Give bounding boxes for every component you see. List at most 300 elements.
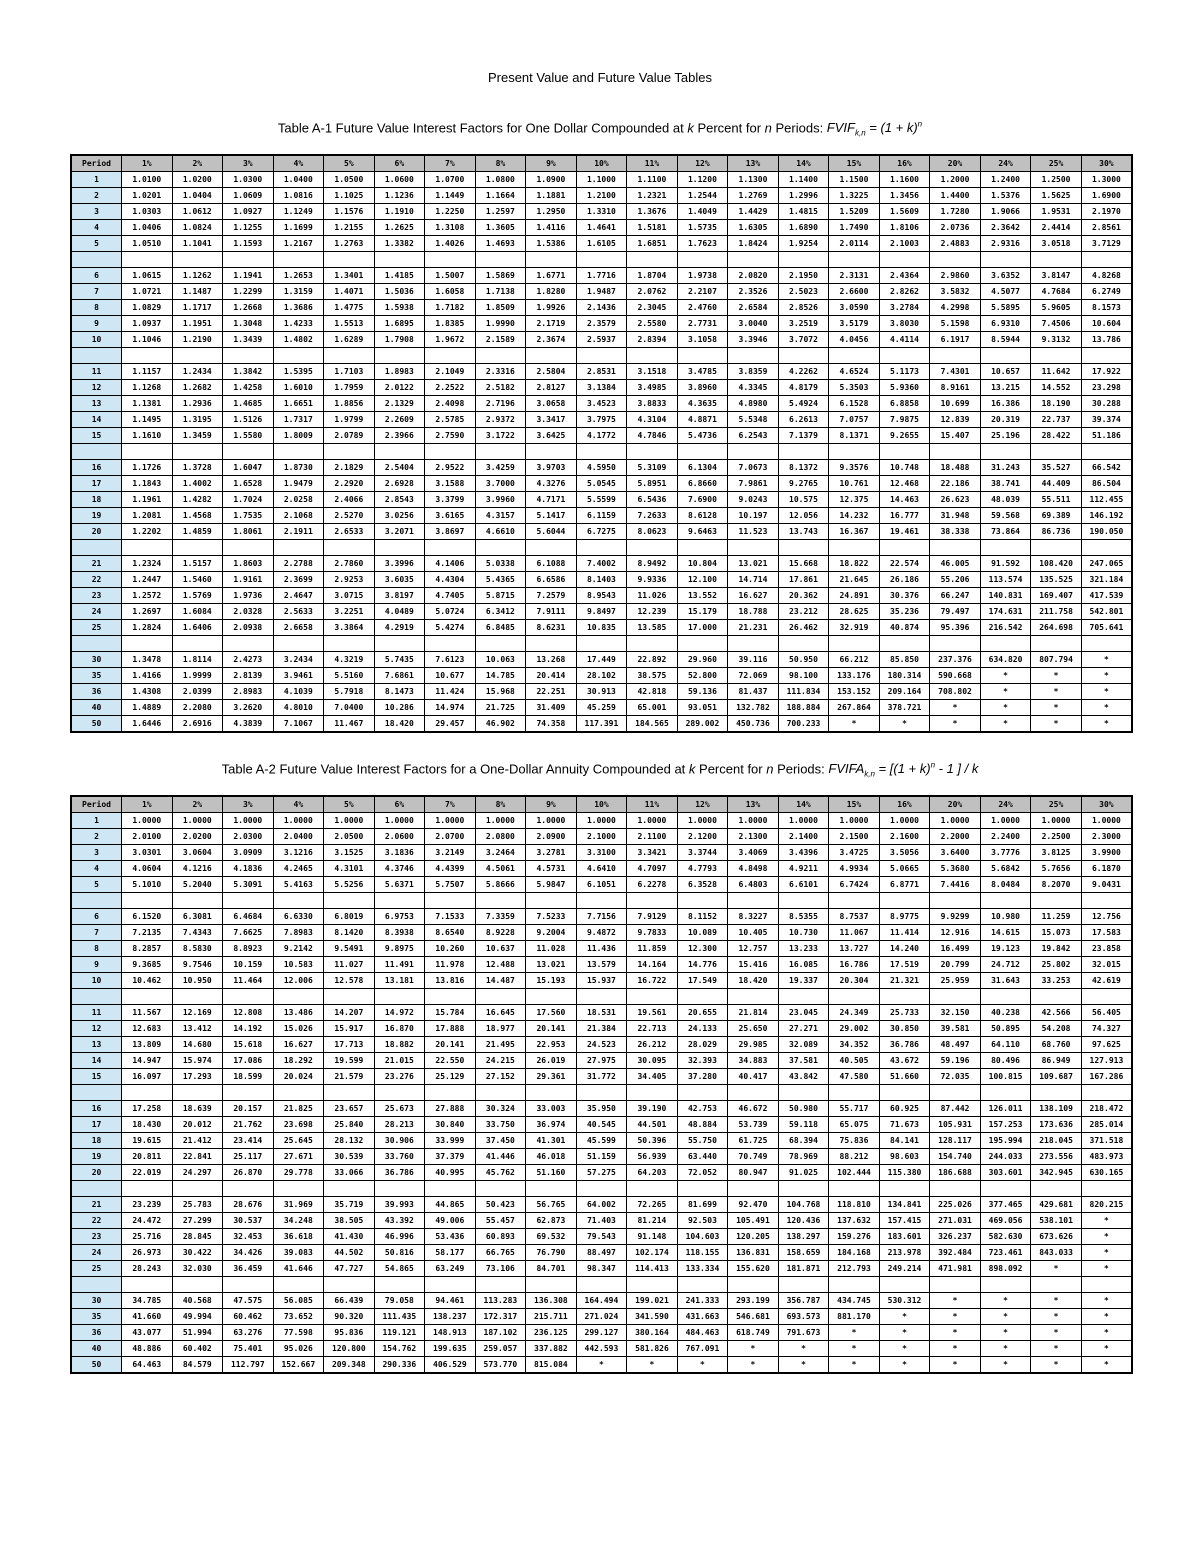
factor-cell: 1.2625 [374, 220, 425, 236]
factor-cell: 77.598 [273, 1325, 324, 1341]
factor-cell: 80.496 [980, 1053, 1031, 1069]
factor-cell: 3.3996 [374, 556, 425, 572]
factor-cell: 25.673 [374, 1101, 425, 1117]
factor-cell: 199.021 [627, 1293, 678, 1309]
factor-cell: 43.077 [122, 1325, 173, 1341]
table-row [71, 524, 1132, 540]
factor-cell: 6.2543 [728, 428, 779, 444]
factor-cell: * [1081, 1309, 1132, 1325]
factor-cell: 70.749 [728, 1149, 779, 1165]
period-cell: 11 [71, 1005, 122, 1021]
factor-cell [728, 348, 779, 364]
factor-cell: 6.6330 [273, 909, 324, 925]
factor-cell: 1.0406 [122, 220, 173, 236]
factor-cell: 4.3635 [677, 396, 728, 412]
factor-cell: 9.2655 [879, 428, 930, 444]
factor-cell: 47.575 [223, 1293, 274, 1309]
factor-cell: 59.568 [980, 508, 1031, 524]
factor-cell: 75.836 [829, 1133, 880, 1149]
factor-cell: 2.4414 [1031, 220, 1082, 236]
factor-cell: 4.1039 [273, 684, 324, 700]
factor-cell: 7.8983 [273, 925, 324, 941]
factor-cell: 1.2434 [172, 364, 223, 380]
factor-cell [677, 444, 728, 460]
factor-cell: 5.3503 [829, 380, 880, 396]
factor-cell: 48.497 [930, 1037, 981, 1053]
factor-cell: 807.794 [1031, 652, 1082, 668]
factor-cell: * [930, 700, 981, 716]
rate-header: 8% [475, 155, 526, 172]
factor-cell [122, 989, 173, 1005]
factor-cell: 14.463 [879, 492, 930, 508]
factor-cell: 9.2142 [273, 941, 324, 957]
factor-cell: 98.347 [576, 1261, 627, 1277]
factor-cell: 1.4049 [677, 204, 728, 220]
factor-cell [475, 1277, 526, 1293]
factor-cell [576, 348, 627, 364]
factor-cell: 184.168 [829, 1245, 880, 1261]
factor-cell: 14.232 [829, 508, 880, 524]
factor-cell: 16.097 [122, 1069, 173, 1085]
factor-cell: 1.2447 [122, 572, 173, 588]
factor-cell: 25.129 [425, 1069, 476, 1085]
factor-cell: * [1031, 684, 1082, 700]
factor-cell: 30.422 [172, 1245, 223, 1261]
factor-cell: 14.714 [728, 572, 779, 588]
factor-cell [879, 1181, 930, 1197]
period-cell: 10 [71, 332, 122, 348]
factor-cell: 36.618 [273, 1229, 324, 1245]
factor-cell [526, 989, 577, 1005]
period-cell: 16 [71, 460, 122, 476]
factor-cell: 136.831 [728, 1245, 779, 1261]
factor-cell: 1.9531 [1031, 204, 1082, 220]
factor-cell: 1.6528 [223, 476, 274, 492]
factor-cell: 7.4416 [930, 877, 981, 893]
factor-cell: 1.0900 [526, 172, 577, 188]
factor-cell: 2.9316 [980, 236, 1031, 252]
factor-cell: 1.2000 [930, 172, 981, 188]
factor-cell: 92.470 [728, 1197, 779, 1213]
factor-cell: 45.599 [576, 1133, 627, 1149]
factor-cell: 377.465 [980, 1197, 1031, 1213]
factor-cell [374, 444, 425, 460]
factor-cell: 51.186 [1081, 428, 1132, 444]
factor-cell: 10.583 [273, 957, 324, 973]
factor-cell [526, 348, 577, 364]
factor-cell: 1.7716 [576, 268, 627, 284]
factor-cell [879, 989, 930, 1005]
factor-cell: 1.1157 [122, 364, 173, 380]
factor-cell: 30.288 [1081, 396, 1132, 412]
factor-cell: 6.1528 [829, 396, 880, 412]
factor-cell: 30.850 [879, 1021, 930, 1037]
factor-cell [930, 444, 981, 460]
factor-cell: 7.3359 [475, 909, 526, 925]
rate-header: 1% [122, 796, 173, 813]
period-cell: 8 [71, 941, 122, 957]
factor-cell: 154.762 [374, 1341, 425, 1357]
factor-cell: 1.2400 [980, 172, 1031, 188]
factor-cell: 15.073 [1031, 925, 1082, 941]
table-header-row [71, 155, 1132, 172]
factor-cell: 9.2765 [778, 476, 829, 492]
factor-cell: 1.3842 [223, 364, 274, 380]
factor-cell: 1.0000 [1081, 813, 1132, 829]
factor-cell: 36.459 [223, 1261, 274, 1277]
factor-cell: 7.9861 [728, 476, 779, 492]
factor-cell: 19.615 [122, 1133, 173, 1149]
factor-cell: 1.1576 [324, 204, 375, 220]
factor-cell: 133.176 [829, 668, 880, 684]
factor-cell: 104.603 [677, 1229, 728, 1245]
factor-cell: 4.3839 [223, 716, 274, 733]
factor-cell: 213.978 [879, 1245, 930, 1261]
factor-cell [172, 252, 223, 268]
factor-cell: 1.8114 [172, 652, 223, 668]
rate-header: 2% [172, 796, 223, 813]
period-cell: 25 [71, 620, 122, 636]
factor-cell: 431.663 [677, 1309, 728, 1325]
factor-cell: 104.768 [778, 1197, 829, 1213]
factor-cell: 13.021 [728, 556, 779, 572]
factor-cell: 188.884 [778, 700, 829, 716]
factor-cell: 7.6625 [223, 925, 274, 941]
formula-name: FVIF [826, 120, 855, 136]
factor-cell: 10.699 [930, 396, 981, 412]
factor-cell: 9.9299 [930, 909, 981, 925]
factor-cell: 7.2579 [526, 588, 577, 604]
factor-cell: 1.4815 [778, 204, 829, 220]
factor-cell: 9.0243 [728, 492, 779, 508]
factor-cell [930, 348, 981, 364]
factor-cell: 34.352 [829, 1037, 880, 1053]
factor-cell: 3.3799 [425, 492, 476, 508]
factor-cell: 6.5436 [627, 492, 678, 508]
factor-cell: 1.0000 [627, 813, 678, 829]
factor-cell: 791.673 [778, 1325, 829, 1341]
factor-cell: 1.2996 [778, 188, 829, 204]
factor-cell: 94.461 [425, 1293, 476, 1309]
factor-cell: 31.948 [930, 508, 981, 524]
factor-cell [526, 1181, 577, 1197]
factor-cell: 484.463 [677, 1325, 728, 1341]
factor-cell: 20.141 [526, 1021, 577, 1037]
factor-cell: 212.793 [829, 1261, 880, 1277]
factor-cell: 1.0000 [778, 813, 829, 829]
rate-header: 7% [425, 155, 476, 172]
period-cell: 3 [71, 845, 122, 861]
factor-cell: 93.051 [677, 700, 728, 716]
factor-cell: 3.1518 [627, 364, 678, 380]
factor-cell [1081, 1085, 1132, 1101]
factor-cell: 293.199 [728, 1293, 779, 1309]
factor-cell: 429.681 [1031, 1197, 1082, 1213]
period-cell: 19 [71, 508, 122, 524]
factor-cell: 2.3579 [576, 316, 627, 332]
formula-superscript: n [930, 761, 936, 770]
factor-cell [475, 636, 526, 652]
factor-cell: 1.4116 [526, 220, 577, 236]
factor-cell: 22.953 [526, 1037, 577, 1053]
spacer-row [71, 1181, 1132, 1197]
table-row [71, 1021, 1132, 1037]
factor-cell: 36.974 [526, 1117, 577, 1133]
period-header: Period [71, 155, 122, 172]
table-row [71, 236, 1132, 252]
factor-cell [576, 893, 627, 909]
factor-cell: 17.086 [223, 1053, 274, 1069]
factor-cell [627, 636, 678, 652]
factor-cell: 64.203 [627, 1165, 678, 1181]
factor-cell: 7.0757 [829, 412, 880, 428]
factor-cell: 1.5395 [273, 364, 324, 380]
factor-cell: 113.574 [980, 572, 1031, 588]
factor-cell [677, 893, 728, 909]
factor-cell: 21.231 [728, 620, 779, 636]
factor-cell: 102.174 [627, 1245, 678, 1261]
factor-cell: 5.5160 [324, 668, 375, 684]
factor-cell: 3.2251 [324, 604, 375, 620]
factor-cell: 1.0000 [980, 813, 1031, 829]
factor-cell: 97.625 [1081, 1037, 1132, 1053]
factor-cell: 1.0000 [728, 813, 779, 829]
factor-cell [273, 636, 324, 652]
factor-cell [475, 1181, 526, 1197]
factor-cell [930, 893, 981, 909]
spacer-row [71, 989, 1132, 1005]
factor-cell: 2.0200 [172, 829, 223, 845]
factor-cell: 3.7000 [475, 476, 526, 492]
factor-cell: * [1031, 1357, 1082, 1374]
factor-cell: 16.777 [879, 508, 930, 524]
factor-cell: 4.0489 [374, 604, 425, 620]
factor-cell: 181.871 [778, 1261, 829, 1277]
factor-cell: 6.3528 [677, 877, 728, 893]
factor-cell: 115.380 [879, 1165, 930, 1181]
factor-cell: 1.1100 [627, 172, 678, 188]
factor-cell: 237.376 [930, 652, 981, 668]
period-cell [71, 540, 122, 556]
factor-cell: 20.157 [223, 1101, 274, 1117]
factor-cell: 14.785 [475, 668, 526, 684]
factor-cell: 15.968 [475, 684, 526, 700]
caption-k: k [687, 120, 694, 136]
factor-cell: 7.6123 [425, 652, 476, 668]
factor-cell: 23.276 [374, 1069, 425, 1085]
factor-cell: 65.075 [829, 1117, 880, 1133]
factor-cell [425, 540, 476, 556]
period-cell: 36 [71, 684, 122, 700]
rate-header: 5% [324, 796, 375, 813]
factor-cell: 33.003 [526, 1101, 577, 1117]
factor-cell [374, 989, 425, 1005]
factor-cell [425, 444, 476, 460]
factor-cell: 1.0000 [374, 813, 425, 829]
period-cell: 19 [71, 1149, 122, 1165]
factor-cell: 6.2278 [627, 877, 678, 893]
factor-cell: 23.698 [273, 1117, 324, 1133]
factor-cell: 2.2400 [980, 829, 1031, 845]
factor-cell: 28.132 [324, 1133, 375, 1149]
factor-cell: 159.276 [829, 1229, 880, 1245]
factor-cell: 167.286 [1081, 1069, 1132, 1085]
factor-cell: 3.0256 [374, 508, 425, 524]
caption-periods: Periods: [773, 761, 829, 777]
table-row [71, 1037, 1132, 1053]
factor-cell [1081, 1277, 1132, 1293]
table-row [71, 1117, 1132, 1133]
factor-cell: 73.106 [475, 1261, 526, 1277]
rate-header: 13% [728, 796, 779, 813]
factor-cell: 173.636 [1031, 1117, 1082, 1133]
factor-cell: 767.091 [677, 1341, 728, 1357]
period-cell [71, 252, 122, 268]
period-cell: 50 [71, 1357, 122, 1374]
factor-cell [829, 893, 880, 909]
factor-cell: 64.002 [576, 1197, 627, 1213]
factor-cell: 33.750 [475, 1117, 526, 1133]
period-cell: 23 [71, 588, 122, 604]
factor-cell: 15.784 [425, 1005, 476, 1021]
factor-cell: 111.834 [778, 684, 829, 700]
factor-cell: 3.4985 [627, 380, 678, 396]
factor-cell: 218.045 [1031, 1133, 1082, 1149]
factor-cell: 10.980 [980, 909, 1031, 925]
factor-cell: 1.7182 [425, 300, 476, 316]
factor-cell: 86.504 [1081, 476, 1132, 492]
period-cell: 10 [71, 973, 122, 989]
factor-cell: 9.3576 [829, 460, 880, 476]
factor-cell: 1.5007 [425, 268, 476, 284]
caption-k: k [688, 761, 696, 777]
factor-cell: 32.089 [778, 1037, 829, 1053]
factor-cell: 38.575 [627, 668, 678, 684]
factor-cell [273, 540, 324, 556]
period-cell: 17 [71, 1117, 122, 1133]
factor-cell [728, 989, 779, 1005]
factor-cell: 85.850 [879, 652, 930, 668]
factor-cell: 25.716 [122, 1229, 173, 1245]
factor-cell: 5.7656 [1031, 861, 1082, 877]
factor-cell: 3.1836 [374, 845, 425, 861]
caption-formula [828, 761, 979, 779]
factor-cell: 2.6916 [172, 716, 223, 733]
factor-cell: 28.213 [374, 1117, 425, 1133]
factor-cell: 6.1304 [677, 460, 728, 476]
factor-cell: 22.186 [930, 476, 981, 492]
factor-cell: 2.9522 [425, 460, 476, 476]
factor-cell: 4.2998 [930, 300, 981, 316]
factor-cell: 20.655 [677, 1005, 728, 1021]
factor-cell: 3.2149 [425, 845, 476, 861]
factor-cell: 11.467 [324, 716, 375, 733]
factor-cell: 1.4071 [324, 284, 375, 300]
factor-cell [324, 348, 375, 364]
factor-cell: 6.2613 [778, 412, 829, 428]
factor-cell [778, 989, 829, 1005]
factor-cell: 3.1588 [425, 476, 476, 492]
factor-cell: 3.3417 [526, 412, 577, 428]
factor-cell: 371.518 [1081, 1133, 1132, 1149]
factor-cell [475, 540, 526, 556]
factor-cell: 81.699 [677, 1197, 728, 1213]
factor-cell: 7.9875 [879, 412, 930, 428]
factor-cell: 10.677 [425, 668, 476, 684]
factor-cell [324, 252, 375, 268]
factor-cell: 10.730 [778, 925, 829, 941]
factor-cell [930, 540, 981, 556]
factor-cell: 74.358 [526, 716, 577, 733]
factor-cell: 21.825 [273, 1101, 324, 1117]
rate-header: 6% [374, 796, 425, 813]
factor-cell: 66.439 [324, 1293, 375, 1309]
factor-cell: 14.552 [1031, 380, 1082, 396]
factor-cell: 40.505 [829, 1053, 880, 1069]
factor-cell: 13.579 [576, 957, 627, 973]
factor-cell [273, 893, 324, 909]
factor-cell: 46.018 [526, 1149, 577, 1165]
factor-cell: 1.3382 [374, 236, 425, 252]
factor-cell: 148.913 [425, 1325, 476, 1341]
factor-cell: 80.947 [728, 1165, 779, 1181]
factor-cell: 17.293 [172, 1069, 223, 1085]
caption-n: n [764, 120, 772, 136]
factor-cell [374, 540, 425, 556]
factor-cell [879, 1085, 930, 1101]
factor-cell: 8.5944 [980, 332, 1031, 348]
rate-header: 1% [122, 155, 173, 172]
factor-cell: 2.2107 [677, 284, 728, 300]
factor-cell: 1.0000 [425, 813, 476, 829]
factor-cell: 1.1910 [374, 204, 425, 220]
factor-cell: 1.5769 [172, 588, 223, 604]
factor-cell: 1.0609 [223, 188, 274, 204]
table-row [71, 941, 1132, 957]
factor-cell: * [1081, 700, 1132, 716]
factor-cell: 3.1525 [324, 845, 375, 861]
factor-cell: 32.919 [829, 620, 880, 636]
factor-cell: 2.9860 [930, 268, 981, 284]
factor-cell [374, 252, 425, 268]
factor-cell: 30.539 [324, 1149, 375, 1165]
factor-cell: 21.412 [172, 1133, 223, 1149]
factor-cell [374, 893, 425, 909]
formula-name: FVIFA [828, 761, 865, 777]
factor-cell: * [930, 1293, 981, 1309]
factor-cell: 417.539 [1081, 588, 1132, 604]
factor-cell [172, 1085, 223, 1101]
factor-cell: 2.3966 [374, 428, 425, 444]
factor-cell: 1.2250 [425, 204, 476, 220]
factor-cell: 49.994 [172, 1309, 223, 1325]
factor-cell: 86.736 [1031, 524, 1082, 540]
table-row [71, 316, 1132, 332]
factor-cell: 618.749 [728, 1325, 779, 1341]
factor-cell [1031, 636, 1082, 652]
factor-cell [576, 252, 627, 268]
factor-cell: 3.3421 [627, 845, 678, 861]
factor-cell: 3.0518 [1031, 236, 1082, 252]
factor-cell: 174.631 [980, 604, 1031, 620]
factor-cell: 5.6371 [374, 877, 425, 893]
factor-cell: 3.5832 [930, 284, 981, 300]
period-cell [71, 444, 122, 460]
factor-cell [122, 444, 173, 460]
factor-cell: 30.376 [879, 588, 930, 604]
table-row [71, 396, 1132, 412]
factor-cell [324, 1085, 375, 1101]
